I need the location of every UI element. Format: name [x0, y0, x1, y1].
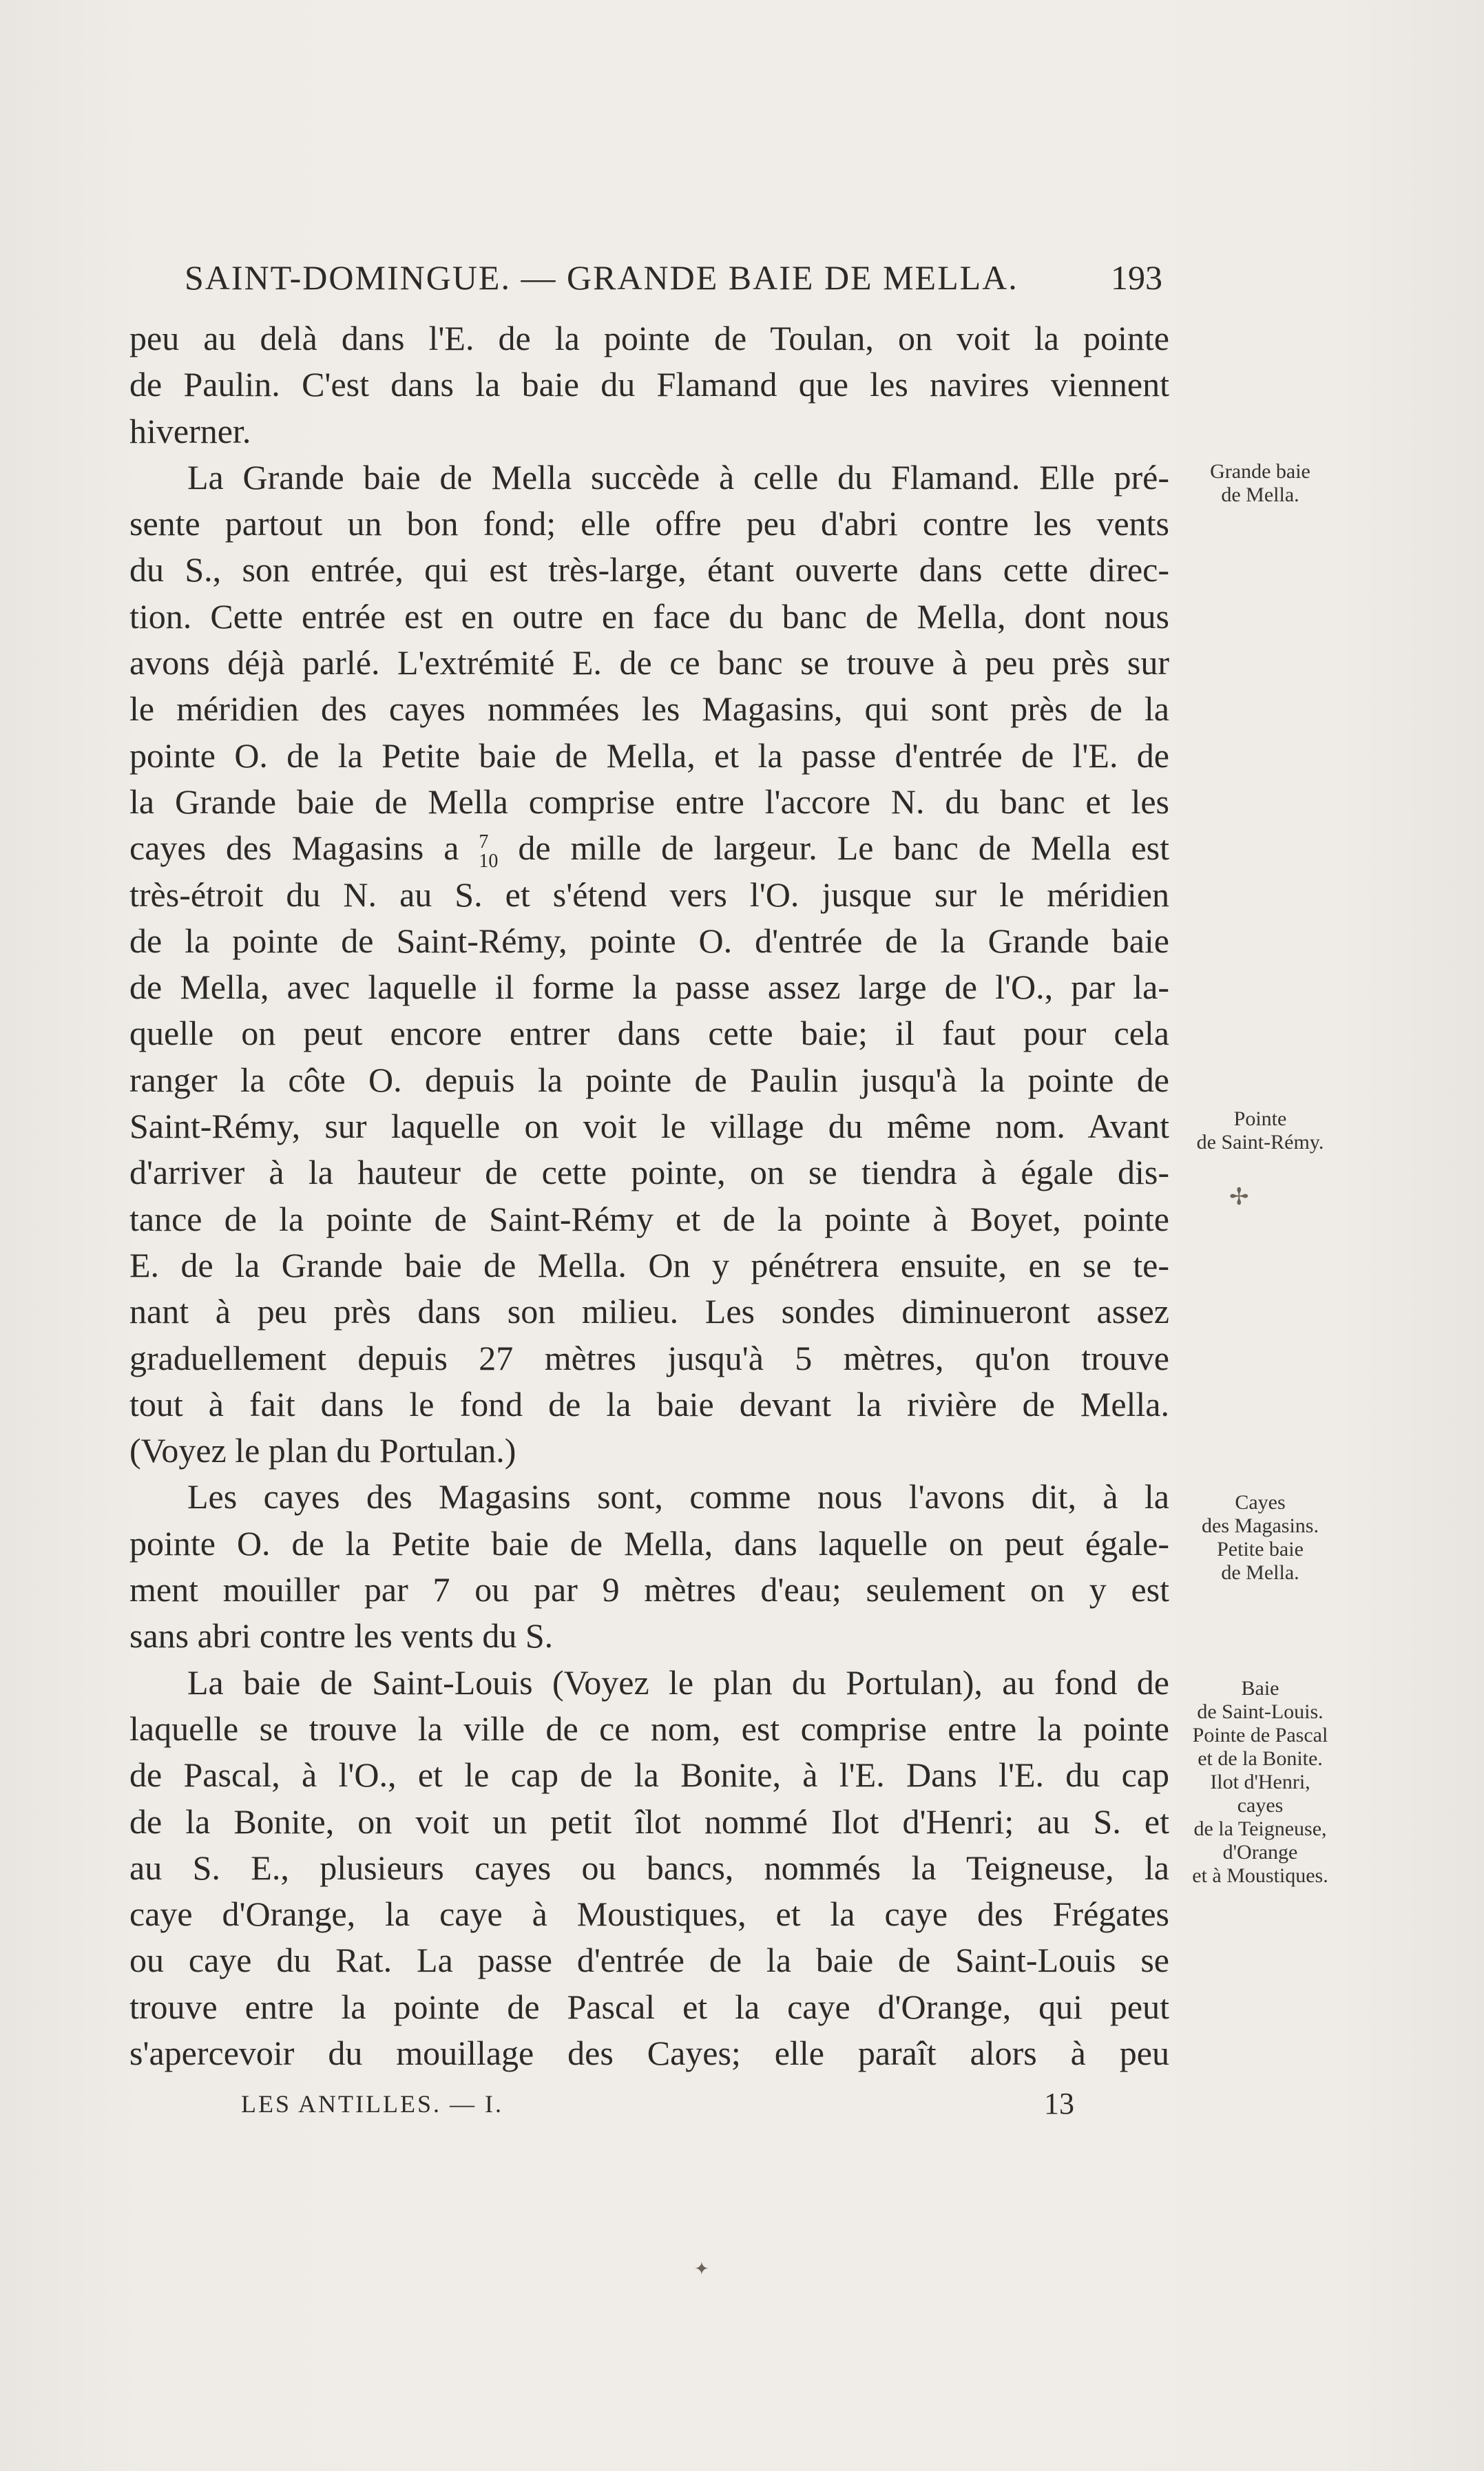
text-line: caye d'Orange, la caye à Moustiques, et la caye des Frégates [129, 1895, 1169, 1934]
text-line: d'arriver à la hauteur de cette pointe, on se tiendra à égale dis- [129, 1153, 1169, 1192]
margin-note-line: d'Orange [1222, 1841, 1298, 1864]
running-head [185, 253, 1162, 302]
text-line: de Pascal, à l'O., et le cap de la Bonite, à l'E. Dans l'E. du cap [129, 1755, 1169, 1795]
fraction-text-line [129, 825, 1169, 871]
ornament-mark: ✢ [1229, 1185, 1249, 1210]
signature-mark: LES ANTILLES. — I. [241, 2090, 503, 2118]
text-line: E. de la Grande baie de Mella. On y pénétrera ensuite, en se te- [129, 1245, 1169, 1284]
text-line: (Voyez le plan du Portulan.) [129, 1431, 516, 1470]
text-line: hiverner. [129, 411, 251, 450]
margin-note-saint-louis [1171, 1677, 1350, 1888]
text-line: tance de la pointe de Saint-Rémy et de la pointe à Boyet, pointe [129, 1199, 1169, 1238]
margin-note-line: Grande baie [1210, 460, 1310, 483]
margin-note-line: de Saint-Louis. [1197, 1700, 1324, 1723]
paragraph-4 [129, 1660, 1169, 2077]
margin-note-line: de Mella. [1221, 483, 1299, 506]
text-line: nant à peu près dans son milieu. Les sondes diminueront assez [129, 1292, 1169, 1331]
signature-number: 13 [1044, 2087, 1074, 2120]
text-line: pointe O. de la Petite baie de Mella, et la passe d'entrée de l'E. de [129, 736, 1169, 775]
page-footer [241, 2083, 1074, 2125]
text-line: sente partout un bon fond; elle offre peu d'abri contre les vents [129, 504, 1169, 543]
text-line: Les cayes des Magasins sont, comme nous l'avons dit, à la [187, 1477, 1169, 1516]
margin-note-line: cayes [1237, 1794, 1284, 1817]
text-line: de la Bonite, on voit un petit îlot nommé Ilot d'Henri; au S. et [129, 1802, 1169, 1841]
text-line: ranger la côte O. depuis la pointe de Paulin jusqu'à la pointe de [129, 1060, 1169, 1099]
margin-note-line: de Saint-Rémy. [1196, 1131, 1324, 1154]
text-line: du S., son entrée, qui est très-large, étant ouverte dans cette direc- [129, 550, 1169, 590]
text-line: le méridien des cayes nommées les Magasins, qui sont près de la [129, 689, 1169, 729]
text-line: laquelle se trouve la ville de ce nom, est comprise entre la pointe [129, 1709, 1169, 1748]
text-line: s'apercevoir du mouillage des Cayes; elle paraît alors à peu [129, 2033, 1169, 2072]
running-head-title: SAINT-DOMINGUE. — GRANDE BAIE DE MELLA. [185, 258, 1018, 297]
text-line: quelle on peut encore entrer dans cette baie; il faut pour cela [129, 1014, 1169, 1053]
paragraph-1 [129, 315, 1169, 455]
margin-note-line: et de la Bonite. [1198, 1747, 1323, 1770]
text-line: tout à fait dans le fond de la baie devant la rivière de Mella. [129, 1384, 1169, 1424]
paragraph-3 [129, 1474, 1169, 1659]
page-number: 193 [1111, 258, 1162, 297]
body-text [129, 315, 1169, 2076]
text-line: graduellement depuis 27 mètres jusqu'à 5 mètres, qu'on trouve [129, 1338, 1169, 1377]
margin-note-line: Pointe de Pascal [1192, 1724, 1328, 1747]
text-line: tion. Cette entrée est en outre en face du banc de Mella, dont nous [129, 596, 1169, 636]
text-line: La baie de Saint-Louis (Voyez le plan du Portulan), au fond de [187, 1662, 1169, 1702]
margin-note-line: de Mella. [1221, 1561, 1299, 1584]
paragraph-2 [129, 455, 1169, 1474]
text-line: avons déjà parlé. L'extrémité E. de ce banc se trouve à peu près sur [129, 643, 1169, 682]
text-line: trouve entre la pointe de Pascal et la caye d'Orange, qui peut [129, 1987, 1169, 2026]
margin-note-line: Ilot d'Henri, [1210, 1771, 1310, 1793]
margin-note-line: de la Teigneuse, [1193, 1817, 1327, 1840]
margin-note-line: Baie [1241, 1677, 1279, 1700]
fraction-numerator: 7 [479, 831, 489, 853]
fraction-line-before: cayes des Magasins a [129, 828, 479, 868]
text-line: de Paulin. C'est dans la baie du Flamand que les navires viennent [129, 365, 1169, 404]
fraction-denominator: 10 [479, 850, 499, 872]
margin-note-cayes-magasins [1171, 1491, 1350, 1585]
margin-note-line: Cayes [1235, 1491, 1286, 1514]
text-line: la Grande baie de Mella comprise entre l'accore N. du banc et les [129, 782, 1169, 821]
text-line: peu au delà dans l'E. de la pointe de Toulan, on voit la pointe [129, 319, 1169, 357]
margin-note-saint-remy [1171, 1107, 1350, 1154]
fraction [479, 833, 498, 871]
margin-note-line: Pointe [1233, 1107, 1287, 1130]
text-line: très-étroit du N. au S. et s'étend vers l'O. jusque sur le méridien [129, 875, 1169, 914]
text-line: de la pointe de Saint-Rémy, pointe O. d'entrée de la Grande baie [129, 921, 1169, 960]
margin-note-grande-baie [1171, 460, 1350, 507]
fraction-line-after: de mille de largeur. Le banc de Mella est [498, 828, 1169, 868]
text-line: sans abri contre les vents du S. [129, 1616, 554, 1656]
text-line: ment mouiller par 7 ou par 9 mètres d'eau; seulement on y est [129, 1570, 1169, 1609]
text-line: La Grande baie de Mella succède à celle du Flamand. Elle pré- [187, 457, 1169, 497]
text-line: Saint-Rémy, sur laquelle on voit le village du même nom. Avant [129, 1107, 1169, 1146]
text-line: de Mella, avec laquelle il forme la passe assez large de l'O., par la- [129, 968, 1169, 1007]
text-line: ou caye du Rat. La passe d'entrée de la baie de Saint-Louis se [129, 1941, 1169, 1980]
text-line: pointe O. de la Petite baie de Mella, dans laquelle on peut égale- [129, 1523, 1169, 1563]
ornament-mark: ✦ [694, 2259, 709, 2279]
margin-note-line: des Magasins. [1202, 1514, 1319, 1537]
margin-note-line: et à Moustiques. [1192, 1864, 1328, 1887]
text-line: au S. E., plusieurs cayes ou bancs, nommés la Teigneuse, la [129, 1848, 1169, 1887]
margin-note-line: Petite baie [1217, 1538, 1304, 1561]
